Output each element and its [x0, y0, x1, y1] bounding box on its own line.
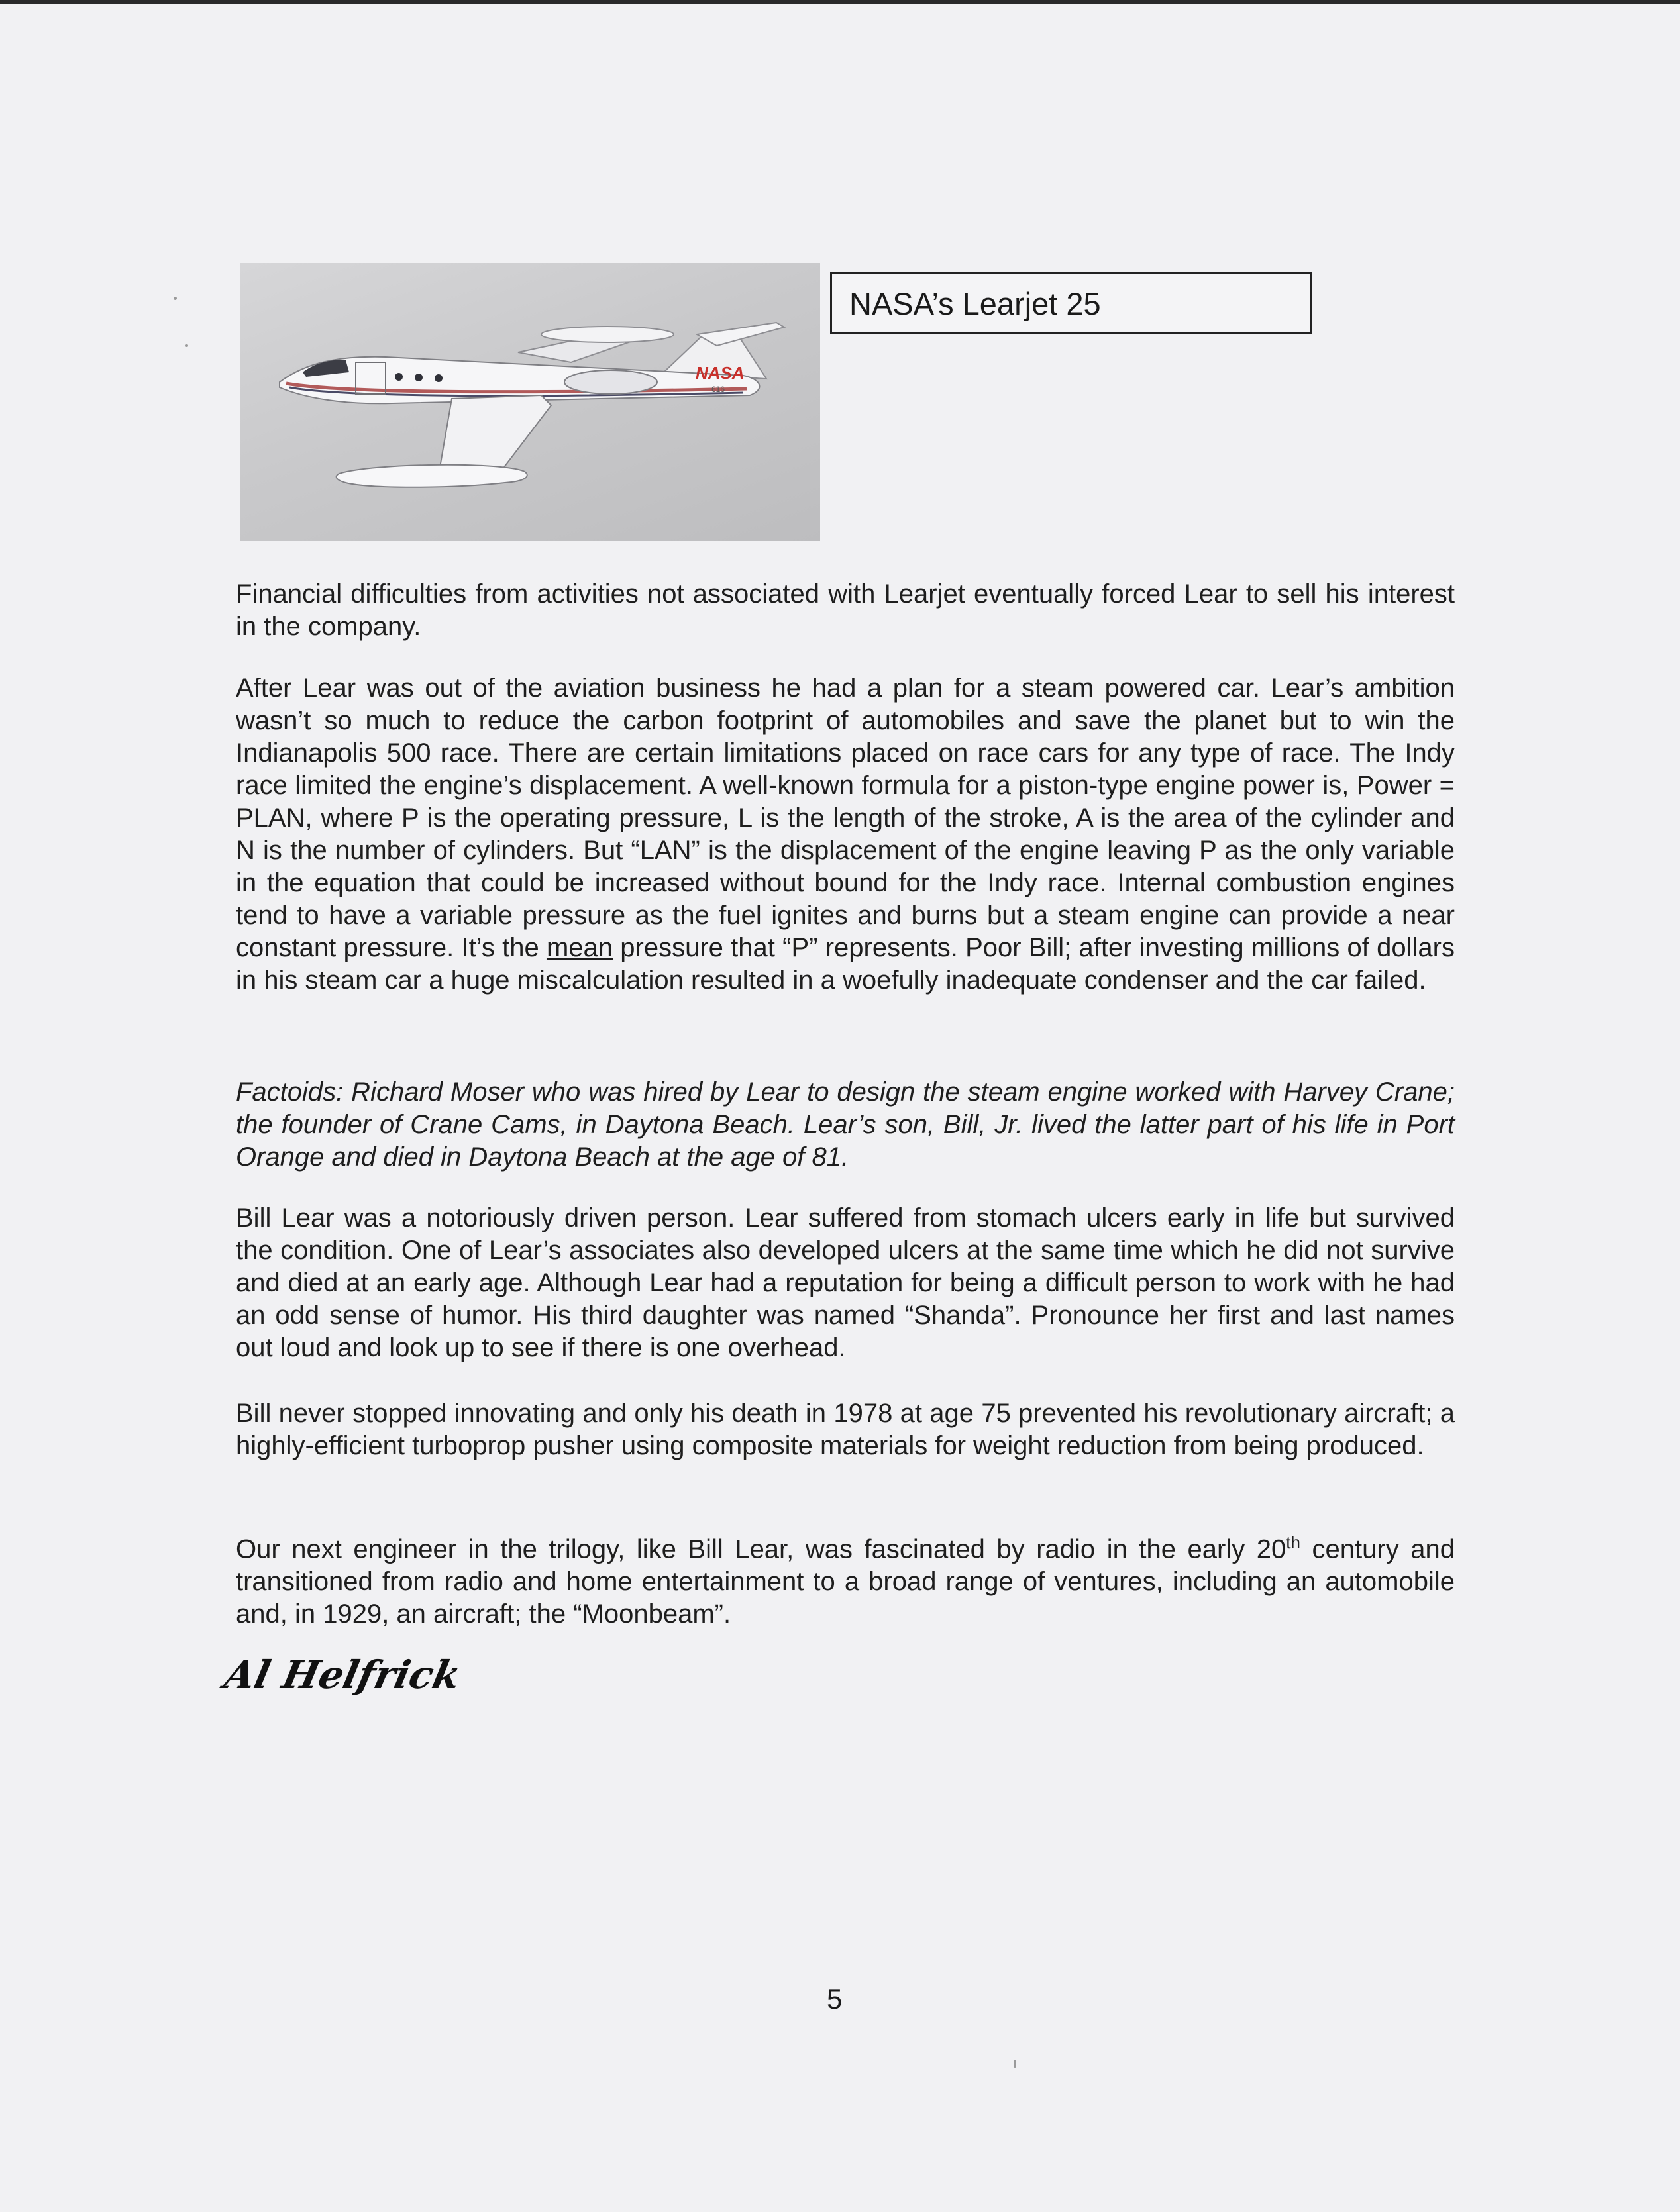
paragraph-5: Bill never stopped innovating and only his death in 1978 at age 75 prevented his revolutionary aircraft; a highly-efficient turboprop pusher using composite materials for weight reduction from being produced.: [236, 1399, 1455, 1460]
underlined-word-mean: mean: [546, 933, 613, 962]
paragraph-2: [236, 672, 1455, 997]
jet-far-tip-tank: [541, 327, 674, 342]
article-body: [236, 1527, 1455, 1631]
paragraph-2-text: After Lear was out of the aviation business he had a plan for a steam powered car. Lear’s ambition wasn’t so much to reduce the carbon footprint of automobiles and save the planet but to win the Indianapolis 500 race. There are certain limitations placed on race cars for any type of race. The Indy race limited the engine’s displacement. A well-known formula for a piston-type engine power is, Power = PLAN, where P is the operating pressure, L is the length of the stroke, A is the area of the cylinder and N is the number of cylinders. But “LAN” is the displacement of the engine leaving P as the only variable in the equation that could be increased without bound for the Indy race. Internal combustion engines tend to have a variable pressure as the fuel ignites and burns but a steam engine can provide a near constant pressure. It’s the: [236, 674, 1455, 962]
nasa-tail-logo: NASA: [696, 363, 745, 383]
factoids-block: [236, 1076, 1455, 1174]
paragraph-6-text: Our next engineer in the trilogy, like Bill Lear, was fascinated by radio in the early 20: [236, 1534, 1286, 1564]
scan-speck: [1014, 2060, 1016, 2068]
jet-window: [395, 373, 403, 381]
paragraph-1: Financial difficulties from activities not associated with Learjet eventually forced Lear to sell his interest in the company.: [236, 579, 1455, 641]
photo-caption-box: [830, 272, 1312, 334]
paragraph-6: [236, 1527, 1455, 1631]
article-body: [236, 1202, 1455, 1364]
jet-window: [415, 374, 423, 381]
paragraph-3-factoids: Factoids: Richard Moser who was hired by Lear to design the steam engine worked with Harvey Crane; the founder of Crane Cams, in Daytona Beach. Lear’s son, Bill, Jr. lived the latter part of his life in Port Orange and died in Daytona Beach at the age of 81.: [236, 1078, 1455, 1172]
article-body: [236, 672, 1455, 997]
article-body: [236, 1397, 1455, 1462]
jet-near-wing: [439, 395, 551, 475]
scan-speck: [185, 344, 188, 347]
tail-number: 616: [711, 385, 725, 394]
author-signature: Al Helfrick: [220, 1652, 465, 1697]
page-number: 5: [827, 1984, 843, 2015]
scan-speck: [174, 297, 177, 300]
learjet-photo: [240, 263, 820, 541]
jet-engine-nacelle: [564, 370, 657, 394]
paragraph-2-text-end: pressure that “P” represents. Poor Bill; after investing millions of dollars in his steam car a huge miscalculation resulted in a woefully inadequate condenser and the car failed.: [236, 933, 1455, 995]
paragraph-6-text-end: century and transitioned from radio and home entertainment to a broad range of ventures, including an automobile and, in 1929, an aircraft; the “Moonbeam”.: [236, 1534, 1455, 1629]
photo-caption: NASA’s Learjet 25: [849, 286, 1101, 321]
scan-top-edge: [0, 0, 1680, 4]
paragraph-4: Bill Lear was a notoriously driven person. Lear suffered from stomach ulcers early in life but survived the condition. One of Lear’s associates also developed ulcers at the same time which he did not survive and died at an early age. Although Lear had a reputation for being a difficult person to work with he had an odd sense of humor. His third daughter was named “Shanda”. Pronounce her first and last names out loud and look up to see if there is one overhead.: [236, 1203, 1455, 1362]
jet-near-tip-tank: [337, 465, 527, 487]
jet-window: [435, 374, 443, 382]
article-body: [236, 578, 1455, 643]
superscript-th: th: [1286, 1533, 1300, 1552]
